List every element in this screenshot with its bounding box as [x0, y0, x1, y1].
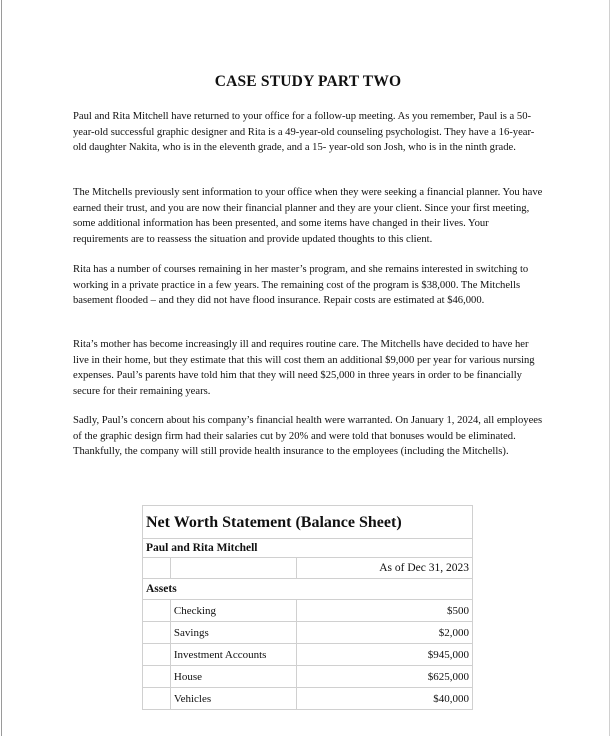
asset-name: Savings [170, 622, 296, 644]
paragraph-background: The Mitchells previously sent information to your office when they were seeking a financial planner. You have earned their trust, and you are now their financial planner and they are your client. Since your first meeting, some additional information has been presented, and some items have changed in their lives. Your requirements are to reassess the situation and provide updated thoughts to this client. [73, 187, 543, 245]
paragraph-rita-program: Rita has a number of courses remaining in her master’s program, and she remains interested in switching to working in a private practice in a few years. The remaining cost of the program is $38,000. The Mitchells basement flooded – and they did not have flood insurance. Repair costs are estimated at $46,000. [73, 264, 529, 306]
asset-name: Checking [170, 600, 296, 622]
assets-label: Assets [143, 579, 473, 600]
table-row [143, 644, 473, 666]
asset-value: $500 [296, 600, 472, 622]
asset-name: Investment Accounts [170, 644, 296, 666]
indent-cell [143, 600, 171, 622]
table-row [143, 622, 473, 644]
asset-name: House [170, 666, 296, 688]
page-title: CASE STUDY PART TWO [214, 73, 402, 90]
balance-sheet-asof-row [143, 558, 473, 579]
indent-cell [143, 622, 171, 644]
paragraph-family-care: Rita’s mother has become increasingly ill and requires routine care. The Mitchells have decided to have her live in their home, but they estimate that this will cost them an additional $9,000 per year for various nursing expenses. Paul’s parents have told him that they will need $25,000 in three years in order to be financially secure for their remaining years. [73, 339, 535, 397]
paragraph-salary-cut: Sadly, Paul’s concern about his company’s financial health were warranted. On January 1, 2024, all employees of the graphic design firm had their salaries cut by 20% and were told that bonuses would be eliminated. Thankfully, the company will still provide health insurance to the employees (including the Mitchells). [73, 415, 543, 457]
empty-cell [143, 558, 171, 579]
table-row [143, 666, 473, 688]
balance-sheet-table [142, 505, 473, 710]
empty-cell [170, 558, 296, 579]
asset-value: $40,000 [296, 688, 472, 710]
paragraph-intro: Paul and Rita Mitchell have returned to your office for a follow-up meeting. As you remember, Paul is a 50-year-old successful graphic designer and Rita is a 49-year-old counseling psychologist. They have a 16-year-old daughter Nakita, who is in the eleventh grade, and a 15- year-old son Josh, who is in the ninth grade. [73, 111, 535, 153]
as-of-date: As of Dec 31, 2023 [296, 558, 472, 579]
balance-sheet-subtitle: Paul and Rita Mitchell [143, 539, 473, 558]
balance-sheet-title-row [143, 506, 473, 539]
page-left-edge [1, 0, 2, 736]
indent-cell [143, 666, 171, 688]
asset-name: Vehicles [170, 688, 296, 710]
asset-value: $945,000 [296, 644, 472, 666]
balance-sheet-subtitle-row [143, 539, 473, 558]
table-row [143, 600, 473, 622]
assets-header-row [143, 579, 473, 600]
balance-sheet-title: Net Worth Statement (Balance Sheet) [143, 506, 473, 539]
asset-value: $625,000 [296, 666, 472, 688]
indent-cell [143, 644, 171, 666]
indent-cell [143, 688, 171, 710]
table-row [143, 688, 473, 710]
asset-value: $2,000 [296, 622, 472, 644]
